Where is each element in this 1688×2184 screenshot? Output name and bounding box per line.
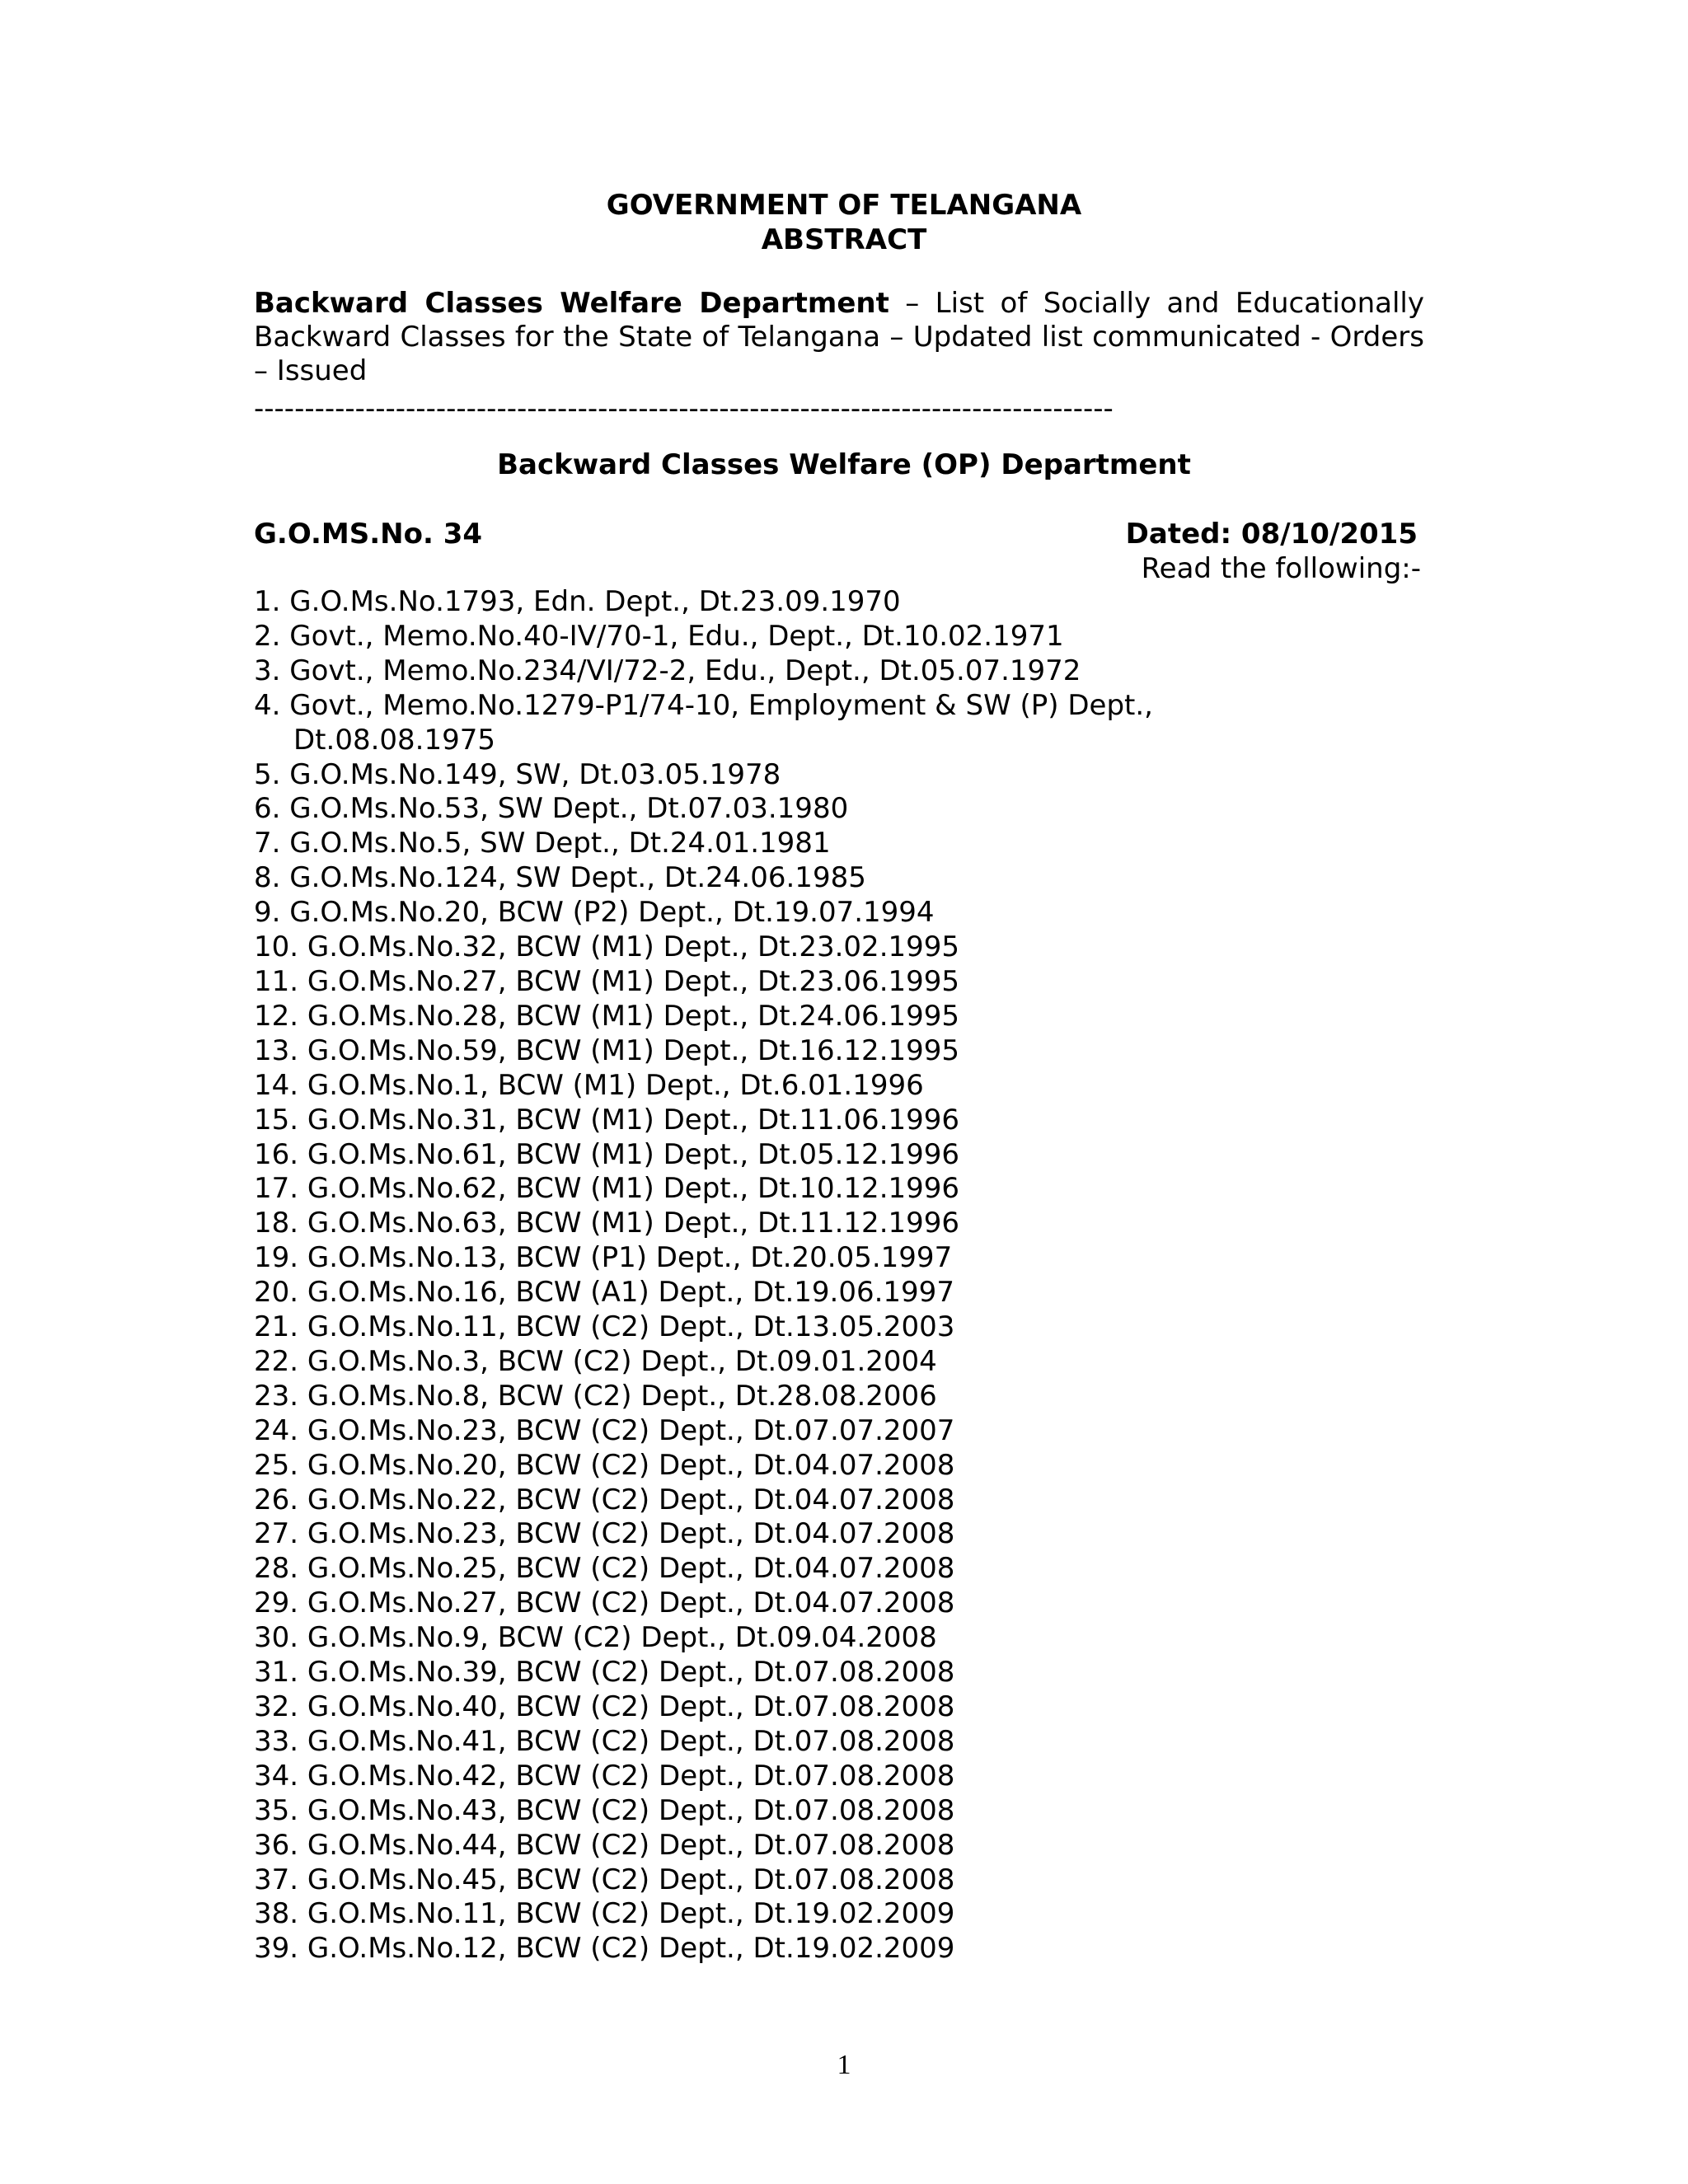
reference-text: 7. G.O.Ms.No.5, SW Dept., Dt.24.01.1981: [254, 827, 831, 860]
reference-text: 29. G.O.Ms.No.27, BCW (C2) Dept., Dt.04.07.2008: [254, 1586, 955, 1620]
go-date: Dated: 08/10/2015: [1125, 518, 1418, 551]
reference-item: [254, 689, 1424, 758]
reference-item: [254, 965, 1424, 1000]
reference-item: [254, 896, 1424, 930]
reference-text: 12. G.O.Ms.No.28, BCW (M1) Dept., Dt.24.06.1995: [254, 999, 960, 1033]
reference-text: 30. G.O.Ms.No.9, BCW (C2) Dept., Dt.09.04.2008: [254, 1621, 937, 1655]
reference-item: [254, 792, 1424, 827]
reference-item: [254, 1829, 1424, 1863]
reference-item: [254, 1586, 1424, 1621]
reference-item: [254, 930, 1424, 965]
reference-text: 11. G.O.Ms.No.27, BCW (M1) Dept., Dt.23.06.1995: [254, 964, 960, 998]
reference-text: 8. G.O.Ms.No.124, SW Dept., Dt.24.06.1985: [254, 861, 866, 895]
reference-item: [254, 1621, 1424, 1656]
reference-item: [254, 1552, 1424, 1586]
reference-item: [254, 1794, 1424, 1829]
reference-text: 37. G.O.Ms.No.45, BCW (C2) Dept., Dt.07.08.2008: [254, 1863, 955, 1896]
reference-item: [254, 1483, 1424, 1518]
reference-item: [254, 1725, 1424, 1760]
reference-text: 34. G.O.Ms.No.42, BCW (C2) Dept., Dt.07.08.2008: [254, 1759, 955, 1793]
reference-text: 25. G.O.Ms.No.20, BCW (C2) Dept., Dt.04.07.2008: [254, 1448, 955, 1482]
reference-item: [254, 1863, 1424, 1898]
reference-text: 18. G.O.Ms.No.63, BCW (M1) Dept., Dt.11.12.1996: [254, 1207, 960, 1240]
reference-text: 27. G.O.Ms.No.23, BCW (C2) Dept., Dt.04.07.2008: [254, 1517, 955, 1551]
reference-text: 20. G.O.Ms.No.16, BCW (A1) Dept., Dt.19.06.1997: [254, 1276, 954, 1310]
reference-item: [254, 1760, 1424, 1794]
reference-item: [254, 1449, 1424, 1483]
reference-item: [254, 1345, 1424, 1380]
reference-item: [254, 585, 1424, 620]
reference-text: 28. G.O.Ms.No.25, BCW (C2) Dept., Dt.04.07.2008: [254, 1552, 955, 1586]
reference-text: 21. G.O.Ms.No.11, BCW (C2) Dept., Dt.13.05.2003: [254, 1310, 955, 1344]
reference-item: [254, 1414, 1424, 1449]
reference-text: 39. G.O.Ms.No.12, BCW (C2) Dept., Dt.19.02.2009: [254, 1932, 955, 1966]
subject-text: – List of Socially and Educationally Backward Classes for the State of Telangana – Updated list communicated - Orders – Issued: [254, 287, 1424, 387]
reference-item: [254, 1104, 1424, 1138]
reference-item: [254, 1310, 1424, 1345]
government-title: GOVERNMENT OF TELANGANA: [606, 189, 1082, 222]
subject-paragraph: [254, 287, 1424, 388]
reference-item: [254, 1034, 1424, 1069]
reference-text: 1. G.O.Ms.No.1793, Edn. Dept., Dt.23.09.1970: [254, 585, 901, 618]
dashed-divider: -------------------------------------------------------------------------------------: [254, 392, 1114, 425]
reference-text: 23. G.O.Ms.No.8, BCW (C2) Dept., Dt.28.08.2006: [254, 1379, 937, 1413]
reference-item: [254, 1138, 1424, 1173]
reference-text: 35. G.O.Ms.No.43, BCW (C2) Dept., Dt.07.08.2008: [254, 1793, 955, 1827]
reference-text: 5. G.O.Ms.No.149, SW, Dt.03.05.1978: [254, 757, 781, 791]
reference-text: 6. G.O.Ms.No.53, SW Dept., Dt.07.03.1980: [254, 792, 849, 826]
reference-item: [254, 1517, 1424, 1552]
reference-item: [254, 1172, 1424, 1207]
reference-item: [254, 1690, 1424, 1725]
reference-text: 32. G.O.Ms.No.40, BCW (C2) Dept., Dt.07.08.2008: [254, 1690, 955, 1723]
read-following-label: Read the following:-: [1141, 552, 1421, 585]
reference-item: [254, 1897, 1424, 1932]
reference-text: 3. Govt., Memo.No.234/VI/72-2, Edu., Dept., Dt.05.07.1972: [254, 654, 1081, 687]
reference-item: [254, 1932, 1424, 1966]
reference-text: 26. G.O.Ms.No.22, BCW (C2) Dept., Dt.04.07.2008: [254, 1483, 955, 1516]
reference-item: [254, 1000, 1424, 1034]
reference-item: [254, 1069, 1424, 1104]
department-heading: Backward Classes Welfare (OP) Department: [497, 448, 1191, 481]
reference-text: 24. G.O.Ms.No.23, BCW (C2) Dept., Dt.07.07.2007: [254, 1413, 955, 1447]
reference-text: 22. G.O.Ms.No.3, BCW (C2) Dept., Dt.09.01.2004: [254, 1344, 937, 1378]
reference-item: [254, 1656, 1424, 1690]
reference-text: 4. Govt., Memo.No.1279-P1/74-10, Employment & SW (P) Dept.,: [254, 688, 1153, 722]
reference-item: [254, 1207, 1424, 1241]
reference-text: 16. G.O.Ms.No.61, BCW (M1) Dept., Dt.05.12.1996: [254, 1137, 960, 1171]
reference-text: 31. G.O.Ms.No.39, BCW (C2) Dept., Dt.07.08.2008: [254, 1656, 955, 1690]
reference-item: [254, 861, 1424, 896]
reference-text: 38. G.O.Ms.No.11, BCW (C2) Dept., Dt.19.02.2009: [254, 1897, 955, 1931]
reference-text: 33. G.O.Ms.No.41, BCW (C2) Dept., Dt.07.08.2008: [254, 1724, 955, 1758]
go-number: G.O.MS.No. 34: [254, 518, 483, 551]
reference-item: [254, 1241, 1424, 1276]
page-number: 1: [837, 2050, 851, 2080]
subject-lead: Backward Classes Welfare Department: [254, 287, 889, 320]
reference-text: 13. G.O.Ms.No.59, BCW (M1) Dept., Dt.16.12.1995: [254, 1033, 960, 1067]
reference-text: 2. Govt., Memo.No.40-IV/70-1, Edu., Dept., Dt.10.02.1971: [254, 619, 1064, 653]
reference-item: [254, 1380, 1424, 1414]
reference-item: [254, 758, 1424, 793]
reference-text: 17. G.O.Ms.No.62, BCW (M1) Dept., Dt.10.12.1996: [254, 1172, 960, 1206]
reference-text: 15. G.O.Ms.No.31, BCW (M1) Dept., Dt.11.06.1996: [254, 1103, 960, 1137]
reference-item: [254, 1276, 1424, 1310]
abstract-title: ABSTRACT: [761, 223, 927, 256]
reference-list: [254, 585, 1424, 1966]
reference-continuation: Dt.08.08.1975: [293, 723, 495, 757]
reference-text: 14. G.O.Ms.No.1, BCW (M1) Dept., Dt.6.01.1996: [254, 1068, 924, 1102]
reference-text: 36. G.O.Ms.No.44, BCW (C2) Dept., Dt.07.08.2008: [254, 1828, 955, 1862]
reference-item: [254, 654, 1424, 689]
reference-text: 10. G.O.Ms.No.32, BCW (M1) Dept., Dt.23.02.1995: [254, 930, 960, 964]
reference-text: 9. G.O.Ms.No.20, BCW (P2) Dept., Dt.19.07.1994: [254, 896, 935, 930]
reference-item: [254, 620, 1424, 654]
reference-text: 19. G.O.Ms.No.13, BCW (P1) Dept., Dt.20.05.1997: [254, 1241, 953, 1275]
reference-item: [254, 827, 1424, 861]
